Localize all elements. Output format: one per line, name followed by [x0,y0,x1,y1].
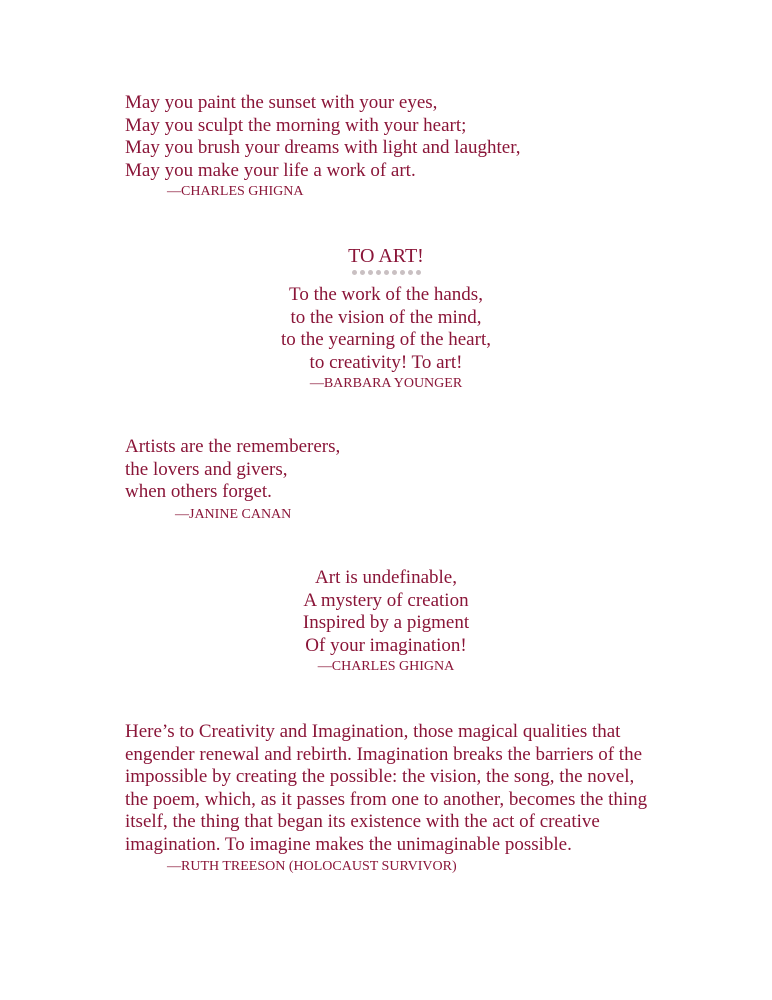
poem-block-1 [125,92,521,201]
poem-line: Of your imagination! [305,634,467,656]
poem-line: Art is undefinable, [315,567,457,588]
poem-line: Inspired by a pigment [302,612,470,634]
quote-line: the poem, which, as it passes from one to another, becomes the thing [125,788,648,810]
poem-attribution: —BARBARA YOUNGER [309,376,463,392]
poem-block-4 [186,567,586,676]
quote-line: Here’s to Creativity and Imagination, those magical qualities that [125,721,621,742]
poem-attribution: —CHARLES GHIGNA [317,659,455,675]
poem-title: TO ART! [348,245,424,267]
quote-block [125,721,685,876]
poem-line: when others forget. [125,481,272,503]
quote-line: itself, the thing that began its existence with the act of creative [125,811,600,833]
poem-attribution: —JANINE CANAN [175,506,292,522]
poem-line: May you paint the sunset with your eyes, [125,92,438,113]
poem-line: the lovers and givers, [125,458,288,480]
poem-line: May you sculpt the morning with your heart; [125,114,467,136]
quote-line: impossible by creating the possible: the vision, the song, the novel, [125,766,635,788]
poem-attribution: —CHARLES GHIGNA [167,184,304,200]
poem-line: To the work of the hands, [289,284,483,305]
poem-line: to the yearning of the heart, [281,329,491,351]
poem-block-3 [125,436,340,524]
poem-line: May you brush your dreams with light and laughter, [125,137,521,159]
poem-line: A mystery of creation [303,589,469,611]
poem-line: to the vision of the mind, [290,306,482,328]
poem-block-2 [186,244,586,393]
poem-line: May you make your life a work of art. [125,159,416,181]
quote-attribution: —RUTH TREESON (HOLOCAUST SURVIVOR) [167,858,457,874]
poem-line: Artists are the rememberers, [125,436,341,457]
poem-line: to creativity! To art! [309,351,463,373]
quote-line: engender renewal and rebirth. Imagination breaks the barriers of the [125,743,642,765]
quote-line: imagination. To imagine makes the unimaginable possible. [125,833,572,855]
